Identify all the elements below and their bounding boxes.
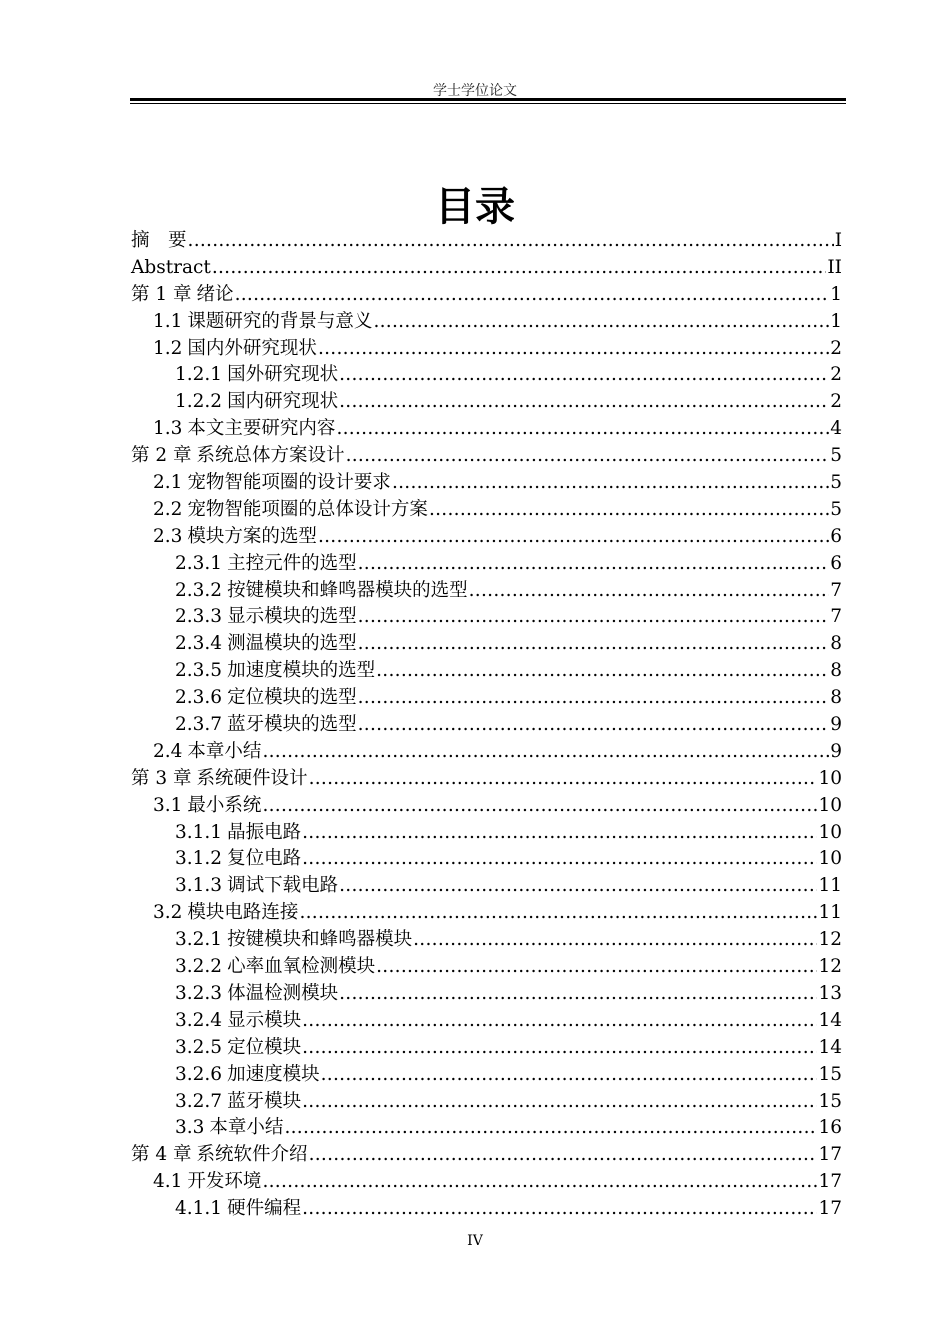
toc-entry-page: 9 <box>830 714 842 736</box>
dot-leader <box>309 1142 818 1169</box>
toc-entry-page: I <box>834 230 842 251</box>
header-rule-thin <box>130 103 846 104</box>
toc-entry-page: 1 <box>830 283 842 305</box>
toc-entry-label: 主控元件的选型 <box>227 552 357 574</box>
dot-leader <box>262 739 829 766</box>
toc-entry-page: 8 <box>830 660 842 682</box>
toc-entry-page: 5 <box>830 498 842 520</box>
running-header: 学士学位论文 <box>433 83 517 99</box>
page-title: 目录 <box>435 184 515 230</box>
dot-leader <box>188 228 834 255</box>
toc-entry[interactable] <box>131 981 842 1008</box>
toc-entry-label: 按键模块和蜂鸣器模块的选型 <box>227 579 468 601</box>
toc-entry-number: 3.1.1 <box>175 821 223 843</box>
toc-entry[interactable] <box>131 416 842 443</box>
dot-leader <box>235 282 830 309</box>
toc-entry-number: 2.3 <box>153 525 183 547</box>
toc-entry-page: 1 <box>830 310 842 332</box>
toc-entry-number: 1.1 <box>153 310 183 332</box>
page-number: IV <box>467 1233 483 1249</box>
toc-entry-label: 本章小结 <box>187 740 262 762</box>
toc-entry[interactable] <box>131 1115 842 1142</box>
toc-entry-number: 1.3 <box>153 418 183 440</box>
toc-entry[interactable] <box>131 1169 842 1196</box>
toc-entry-label: 复位电路 <box>227 848 302 870</box>
dot-leader <box>376 954 817 981</box>
toc-entry[interactable] <box>131 578 842 605</box>
dot-leader <box>212 255 827 282</box>
toc-entry[interactable] <box>131 1089 842 1116</box>
toc-entry-page: 8 <box>830 633 842 655</box>
toc-entry-page: 2 <box>830 364 842 386</box>
toc-entry[interactable] <box>131 1196 842 1223</box>
toc-entry[interactable] <box>131 820 842 847</box>
dot-leader <box>336 416 829 443</box>
dot-leader <box>413 927 817 954</box>
toc-entry-label: 本文主要研究内容 <box>187 418 336 440</box>
toc-entry-page: 8 <box>830 687 842 709</box>
toc-entry[interactable] <box>131 255 842 282</box>
dot-leader <box>339 389 829 416</box>
toc-entry[interactable] <box>131 766 842 793</box>
toc-entry[interactable] <box>131 362 842 389</box>
toc-entry-page: 5 <box>830 445 842 467</box>
toc-entry-number: 3.2.4 <box>175 1009 223 1031</box>
dot-leader <box>339 981 817 1008</box>
toc-entry[interactable] <box>131 470 842 497</box>
toc-entry-page: 14 <box>818 1036 842 1058</box>
toc-entry[interactable] <box>131 900 842 927</box>
toc-entry-number: 第 4 章 <box>131 1144 192 1166</box>
dot-leader <box>302 1008 817 1035</box>
dot-leader <box>358 551 830 578</box>
toc-entry-label: 宠物智能项圈的总体设计方案 <box>187 498 428 520</box>
toc-entry-label: 定位模块 <box>227 1036 302 1058</box>
toc-entry-label: 绪论 <box>196 283 234 305</box>
toc-entry-number: 3.2.3 <box>175 982 223 1004</box>
toc-entry[interactable] <box>131 846 842 873</box>
dot-leader <box>358 631 830 658</box>
toc-entry-label: Abstract <box>131 256 211 278</box>
toc-entry[interactable] <box>131 873 842 900</box>
header-rule-thick <box>130 98 846 101</box>
dot-leader <box>262 793 817 820</box>
dot-leader <box>358 685 830 712</box>
table-of-contents <box>131 228 842 1223</box>
toc-entry-number: 3.2.5 <box>175 1036 223 1058</box>
toc-entry-label: 国内外研究现状 <box>187 337 317 359</box>
toc-entry-number: 2.4 <box>153 740 183 762</box>
toc-entry-label: 系统总体方案设计 <box>196 445 345 467</box>
toc-entry-label: 按键模块和蜂鸣器模块 <box>227 929 413 951</box>
toc-entry-page: 12 <box>818 929 842 951</box>
dot-leader <box>284 1115 817 1142</box>
toc-entry-number: 2.3.1 <box>175 552 223 574</box>
dot-leader <box>339 873 817 900</box>
toc-entry[interactable] <box>131 793 842 820</box>
dot-leader <box>358 712 830 739</box>
toc-entry-page: 6 <box>830 552 842 574</box>
dot-leader <box>309 766 818 793</box>
toc-entry-page: 16 <box>818 1117 842 1139</box>
toc-entry-number: 4.1 <box>153 1171 183 1193</box>
toc-entry-label: 蓝牙模块 <box>227 1090 302 1112</box>
toc-entry-number: 3.1.3 <box>175 875 223 897</box>
toc-entry-page: 6 <box>830 525 842 547</box>
toc-entry[interactable] <box>131 228 842 255</box>
toc-entry-number: 2.3.4 <box>175 633 223 655</box>
toc-entry-number: 2.3.7 <box>175 714 223 736</box>
toc-entry-label: 调试下载电路 <box>227 875 339 897</box>
toc-entry-page: 9 <box>830 740 842 762</box>
toc-entry-label: 摘 要 <box>131 230 187 251</box>
toc-entry-label: 显示模块的选型 <box>227 606 357 628</box>
dot-leader <box>302 1089 817 1116</box>
toc-entry[interactable] <box>131 282 842 309</box>
toc-entry-label: 加速度模块的选型 <box>227 660 376 682</box>
toc-entry-page: 15 <box>818 1063 842 1085</box>
dot-leader <box>318 524 829 551</box>
toc-entry-label: 系统软件介绍 <box>196 1144 308 1166</box>
toc-entry-page: 10 <box>818 767 842 789</box>
toc-entry-number: 2.2 <box>153 498 183 520</box>
toc-entry[interactable] <box>131 604 842 631</box>
dot-leader <box>302 820 817 847</box>
toc-entry-number: 第 1 章 <box>131 283 192 305</box>
toc-entry-number: 2.1 <box>153 472 183 494</box>
toc-entry-page: 7 <box>830 606 842 628</box>
toc-entry[interactable] <box>131 389 842 416</box>
toc-entry-number: 2.3.6 <box>175 687 223 709</box>
toc-entry-page: 17 <box>818 1198 842 1220</box>
toc-entry-label: 显示模块 <box>227 1009 302 1031</box>
toc-entry-label: 课题研究的背景与意义 <box>187 310 373 332</box>
dot-leader <box>376 658 829 685</box>
toc-entry-page: 17 <box>818 1171 842 1193</box>
toc-entry[interactable] <box>131 631 842 658</box>
toc-entry-label: 晶振电路 <box>227 821 302 843</box>
dot-leader <box>302 1196 817 1223</box>
toc-entry-page: 12 <box>818 956 842 978</box>
toc-entry-number: 3.2.2 <box>175 956 223 978</box>
toc-entry[interactable] <box>131 1035 842 1062</box>
toc-entry[interactable] <box>131 1062 842 1089</box>
dot-leader <box>339 362 829 389</box>
toc-entry-number: 1.2.1 <box>175 364 223 386</box>
toc-entry-number: 3.2.1 <box>175 929 223 951</box>
toc-entry-number: 3.1 <box>153 794 183 816</box>
toc-entry-page: 7 <box>830 579 842 601</box>
dot-leader <box>302 1035 817 1062</box>
toc-entry-page: 10 <box>818 848 842 870</box>
toc-entry-label: 体温检测模块 <box>227 982 339 1004</box>
dot-leader <box>346 443 830 470</box>
toc-entry-label: 加速度模块 <box>227 1063 320 1085</box>
toc-entry-page: 11 <box>818 902 842 924</box>
toc-entry-number: 3.3 <box>175 1117 205 1139</box>
toc-entry-label: 系统硬件设计 <box>196 767 308 789</box>
toc-entry-page: 11 <box>818 875 842 897</box>
toc-entry-page: 2 <box>830 337 842 359</box>
toc-entry-number: 4.1.1 <box>175 1198 223 1220</box>
toc-entry[interactable] <box>131 1142 842 1169</box>
dot-leader <box>392 470 829 497</box>
dot-leader <box>302 846 817 873</box>
toc-entry-label: 模块电路连接 <box>187 902 299 924</box>
toc-entry-page: 14 <box>818 1009 842 1031</box>
toc-entry-number: 2.3.2 <box>175 579 223 601</box>
dot-leader <box>469 578 830 605</box>
toc-entry-page: 10 <box>818 794 842 816</box>
toc-entry[interactable] <box>131 524 842 551</box>
dot-leader <box>262 1169 817 1196</box>
toc-entry-label: 蓝牙模块的选型 <box>227 714 357 736</box>
dot-leader <box>373 309 829 336</box>
toc-entry[interactable] <box>131 658 842 685</box>
dot-leader <box>318 336 829 363</box>
toc-entry-page: 10 <box>818 821 842 843</box>
dot-leader <box>429 497 829 524</box>
toc-entry[interactable] <box>131 712 842 739</box>
toc-entry-page: 15 <box>818 1090 842 1112</box>
toc-entry-number: 第 3 章 <box>131 767 192 789</box>
toc-entry[interactable] <box>131 927 842 954</box>
toc-entry-label: 硬件编程 <box>227 1198 302 1220</box>
toc-entry-number: 3.2.7 <box>175 1090 223 1112</box>
toc-entry-number: 3.2.6 <box>175 1063 223 1085</box>
toc-entry-number: 3.1.2 <box>175 848 223 870</box>
toc-entry-page: II <box>827 256 842 278</box>
toc-entry-page: 2 <box>830 391 842 413</box>
toc-entry-number: 1.2.2 <box>175 391 223 413</box>
toc-entry-label: 最小系统 <box>187 794 262 816</box>
toc-entry[interactable] <box>131 685 842 712</box>
toc-entry-number: 2.3.5 <box>175 660 223 682</box>
toc-entry[interactable] <box>131 336 842 363</box>
dot-leader <box>358 604 830 631</box>
toc-entry-number: 3.2 <box>153 902 183 924</box>
toc-entry-page: 13 <box>818 982 842 1004</box>
toc-entry-number: 2.3.3 <box>175 606 223 628</box>
dot-leader <box>321 1062 818 1089</box>
toc-entry-label: 宠物智能项圈的设计要求 <box>187 472 391 494</box>
toc-entry-label: 国内研究现状 <box>227 391 339 413</box>
toc-entry-page: 5 <box>830 472 842 494</box>
toc-entry[interactable] <box>131 1008 842 1035</box>
toc-entry-page: 4 <box>830 418 842 440</box>
toc-entry-label: 本章小结 <box>209 1117 284 1139</box>
toc-entry-number: 第 2 章 <box>131 445 192 467</box>
dot-leader <box>299 900 817 927</box>
toc-entry-label: 测温模块的选型 <box>227 633 357 655</box>
toc-entry-label: 开发环境 <box>187 1171 262 1193</box>
toc-entry[interactable] <box>131 309 842 336</box>
toc-entry-page: 17 <box>818 1144 842 1166</box>
toc-entry-label: 心率血氧检测模块 <box>227 956 376 978</box>
toc-entry-label: 模块方案的选型 <box>187 525 317 547</box>
toc-entry[interactable] <box>131 739 842 766</box>
toc-entry-label: 定位模块的选型 <box>227 687 357 709</box>
toc-entry[interactable] <box>131 443 842 470</box>
toc-entry[interactable] <box>131 954 842 981</box>
toc-entry-number: 1.2 <box>153 337 183 359</box>
toc-entry[interactable] <box>131 497 842 524</box>
toc-entry-label: 国外研究现状 <box>227 364 339 386</box>
toc-entry[interactable] <box>131 551 842 578</box>
